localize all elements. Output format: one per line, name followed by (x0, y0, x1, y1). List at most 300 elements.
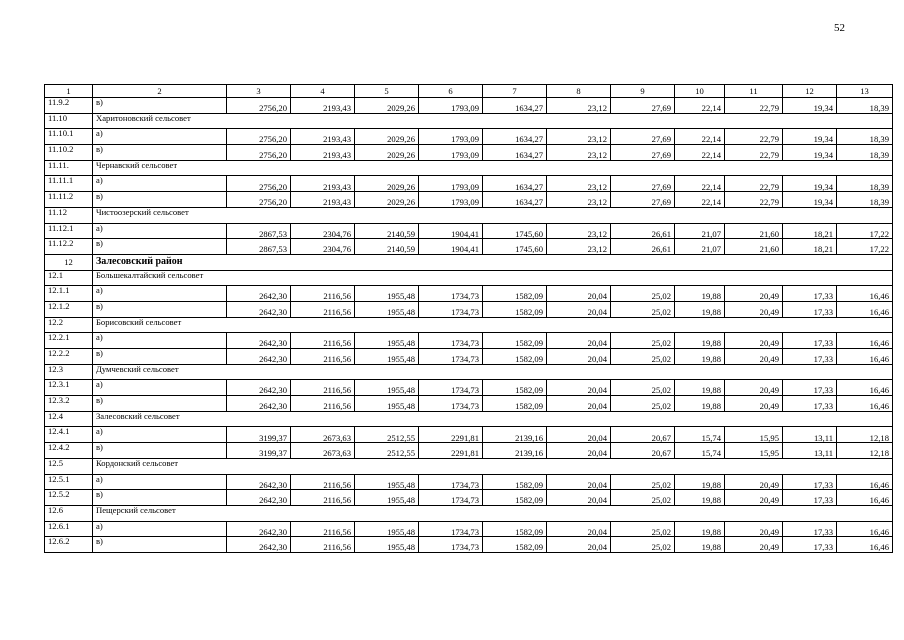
group-row (45, 505, 893, 521)
row-code: 11.12.1 (45, 223, 93, 239)
row-value: 2756,20 (227, 176, 291, 192)
row-value: 17,33 (783, 474, 837, 490)
row-value: 3199,37 (227, 443, 291, 459)
row-value: 2116,56 (291, 474, 355, 490)
row-value: 2116,56 (291, 490, 355, 506)
row-value: 20,49 (725, 286, 783, 302)
column-header: 4 (291, 85, 355, 98)
row-value: 25,02 (611, 380, 675, 396)
row-value: 1634,27 (483, 192, 547, 208)
row-code: 12.1.2 (45, 301, 93, 317)
row-value: 2512,55 (355, 427, 419, 443)
row-value: 20,04 (547, 521, 611, 537)
row-value: 17,33 (783, 490, 837, 506)
row-value: 15,95 (725, 443, 783, 459)
table-row (45, 443, 893, 459)
row-value: 1634,27 (483, 98, 547, 114)
row-label: а) (93, 129, 227, 145)
row-value: 2139,16 (483, 443, 547, 459)
row-value: 20,04 (547, 286, 611, 302)
row-label: а) (93, 474, 227, 490)
table-row (45, 490, 893, 506)
row-value: 1734,73 (419, 537, 483, 553)
column-header: 6 (419, 85, 483, 98)
row-label: в) (93, 443, 227, 459)
row-value: 16,46 (837, 490, 893, 506)
row-value: 16,46 (837, 396, 893, 412)
row-value: 17,33 (783, 380, 837, 396)
row-value: 2291,81 (419, 427, 483, 443)
group-code: 12.6 (45, 505, 93, 521)
row-value: 2116,56 (291, 396, 355, 412)
row-value: 20,49 (725, 396, 783, 412)
row-value: 19,88 (675, 286, 725, 302)
row-value: 23,12 (547, 192, 611, 208)
row-value: 1955,48 (355, 349, 419, 365)
column-header: 11 (725, 85, 783, 98)
row-value: 1734,73 (419, 286, 483, 302)
row-label: в) (93, 192, 227, 208)
table-row (45, 301, 893, 317)
group-title: Чернавский сельсовет (93, 160, 893, 176)
row-value: 2756,20 (227, 98, 291, 114)
row-value: 2029,26 (355, 192, 419, 208)
column-header: 10 (675, 85, 725, 98)
tariff-table (44, 84, 893, 553)
row-value: 2673,63 (291, 443, 355, 459)
row-value: 20,49 (725, 333, 783, 349)
group-code: 11.11. (45, 160, 93, 176)
table-body (45, 85, 893, 553)
row-value: 22,79 (725, 129, 783, 145)
row-value: 25,02 (611, 333, 675, 349)
row-value: 25,02 (611, 521, 675, 537)
row-code: 12.2.1 (45, 333, 93, 349)
row-value: 19,34 (783, 98, 837, 114)
row-value: 21,60 (725, 223, 783, 239)
row-code: 11.11.1 (45, 176, 93, 192)
row-value: 2642,30 (227, 537, 291, 553)
row-label: а) (93, 223, 227, 239)
row-label: в) (93, 537, 227, 553)
row-value: 19,34 (783, 192, 837, 208)
table-row (45, 396, 893, 412)
row-code: 12.5.2 (45, 490, 93, 506)
row-label: в) (93, 301, 227, 317)
group-title: Пещерский сельсовет (93, 505, 893, 521)
row-value: 2642,30 (227, 380, 291, 396)
row-value: 1955,48 (355, 490, 419, 506)
row-value: 12,18 (837, 443, 893, 459)
row-value: 25,02 (611, 474, 675, 490)
table-row (45, 98, 893, 114)
row-value: 1955,48 (355, 474, 419, 490)
row-value: 27,69 (611, 98, 675, 114)
row-value: 21,07 (675, 223, 725, 239)
row-label: в) (93, 98, 227, 114)
row-value: 20,04 (547, 490, 611, 506)
row-value: 18,39 (837, 98, 893, 114)
row-value: 16,46 (837, 537, 893, 553)
row-value: 1734,73 (419, 380, 483, 396)
row-value: 1793,09 (419, 192, 483, 208)
table-row (45, 286, 893, 302)
row-value: 22,14 (675, 176, 725, 192)
row-value: 23,12 (547, 223, 611, 239)
row-value: 27,69 (611, 129, 675, 145)
row-value: 22,14 (675, 192, 725, 208)
row-value: 23,12 (547, 129, 611, 145)
row-value: 1955,48 (355, 521, 419, 537)
row-value: 16,46 (837, 349, 893, 365)
row-value: 2291,81 (419, 443, 483, 459)
row-value: 1904,41 (419, 223, 483, 239)
row-value: 1745,60 (483, 223, 547, 239)
row-value: 25,02 (611, 301, 675, 317)
row-value: 19,34 (783, 145, 837, 161)
row-value: 19,88 (675, 380, 725, 396)
row-value: 27,69 (611, 192, 675, 208)
group-title: Кордонский сельсовет (93, 458, 893, 474)
column-header: 1 (45, 85, 93, 98)
row-value: 26,61 (611, 239, 675, 255)
row-value: 18,39 (837, 192, 893, 208)
column-header: 13 (837, 85, 893, 98)
table-row (45, 380, 893, 396)
row-value: 1634,27 (483, 145, 547, 161)
row-value: 2304,76 (291, 239, 355, 255)
row-value: 2029,26 (355, 145, 419, 161)
row-value: 2642,30 (227, 349, 291, 365)
row-value: 17,22 (837, 239, 893, 255)
row-value: 27,69 (611, 145, 675, 161)
row-label: а) (93, 286, 227, 302)
group-row (45, 270, 893, 286)
table-row (45, 427, 893, 443)
row-value: 16,46 (837, 333, 893, 349)
column-header: 8 (547, 85, 611, 98)
row-value: 13,11 (783, 443, 837, 459)
row-code: 12.6.2 (45, 537, 93, 553)
row-value: 20,04 (547, 349, 611, 365)
row-value: 1582,09 (483, 349, 547, 365)
row-value: 20,04 (547, 537, 611, 553)
row-value: 22,79 (725, 98, 783, 114)
group-code: 12.1 (45, 270, 93, 286)
row-value: 1582,09 (483, 474, 547, 490)
row-value: 18,39 (837, 176, 893, 192)
row-value: 18,39 (837, 145, 893, 161)
row-label: в) (93, 239, 227, 255)
row-value: 17,33 (783, 349, 837, 365)
row-label: а) (93, 521, 227, 537)
row-label: а) (93, 333, 227, 349)
column-header: 7 (483, 85, 547, 98)
row-value: 17,33 (783, 396, 837, 412)
row-value: 2867,53 (227, 239, 291, 255)
row-value: 1734,73 (419, 521, 483, 537)
row-value: 2642,30 (227, 333, 291, 349)
row-value: 19,88 (675, 333, 725, 349)
table-row (45, 349, 893, 365)
row-code: 11.10.2 (45, 145, 93, 161)
row-value: 20,49 (725, 490, 783, 506)
row-value: 2139,16 (483, 427, 547, 443)
row-code: 12.6.1 (45, 521, 93, 537)
group-title: Харитоновский сельсовет (93, 113, 893, 129)
group-code: 11.10 (45, 113, 93, 129)
row-value: 23,12 (547, 239, 611, 255)
row-value: 23,12 (547, 176, 611, 192)
group-code: 12.4 (45, 411, 93, 427)
row-value: 19,34 (783, 176, 837, 192)
row-value: 20,49 (725, 349, 783, 365)
row-value: 1734,73 (419, 349, 483, 365)
row-value: 22,79 (725, 176, 783, 192)
row-value: 2140,59 (355, 223, 419, 239)
row-value: 25,02 (611, 490, 675, 506)
table-row (45, 333, 893, 349)
row-value: 19,88 (675, 349, 725, 365)
row-value: 2512,55 (355, 443, 419, 459)
row-value: 20,67 (611, 443, 675, 459)
row-value: 20,67 (611, 427, 675, 443)
row-value: 20,04 (547, 301, 611, 317)
row-value: 2140,59 (355, 239, 419, 255)
row-value: 2642,30 (227, 474, 291, 490)
row-value: 22,79 (725, 192, 783, 208)
column-header: 12 (783, 85, 837, 98)
row-value: 1734,73 (419, 490, 483, 506)
row-code: 12.4.2 (45, 443, 93, 459)
group-row (45, 411, 893, 427)
row-value: 22,79 (725, 145, 783, 161)
row-value: 17,33 (783, 286, 837, 302)
group-row (45, 458, 893, 474)
row-value: 20,04 (547, 443, 611, 459)
row-value: 2116,56 (291, 349, 355, 365)
row-value: 13,11 (783, 427, 837, 443)
row-code: 11.9.2 (45, 98, 93, 114)
group-row (45, 207, 893, 223)
row-value: 17,33 (783, 537, 837, 553)
row-value: 25,02 (611, 537, 675, 553)
column-header: 3 (227, 85, 291, 98)
row-value: 21,07 (675, 239, 725, 255)
row-code: 11.12.2 (45, 239, 93, 255)
row-value: 1582,09 (483, 521, 547, 537)
row-value: 1634,27 (483, 176, 547, 192)
table-row (45, 223, 893, 239)
row-value: 1582,09 (483, 380, 547, 396)
row-label: в) (93, 145, 227, 161)
row-value: 17,33 (783, 521, 837, 537)
row-value: 2116,56 (291, 537, 355, 553)
row-value: 1955,48 (355, 301, 419, 317)
row-value: 23,12 (547, 98, 611, 114)
row-code: 11.11.2 (45, 192, 93, 208)
row-code: 11.10.1 (45, 129, 93, 145)
row-value: 1793,09 (419, 98, 483, 114)
table-row (45, 145, 893, 161)
section-title: Залесовский район (93, 254, 893, 270)
table-row (45, 129, 893, 145)
row-value: 20,49 (725, 380, 783, 396)
row-value: 1582,09 (483, 301, 547, 317)
row-label: а) (93, 427, 227, 443)
row-value: 1955,48 (355, 396, 419, 412)
row-value: 3199,37 (227, 427, 291, 443)
row-value: 16,46 (837, 301, 893, 317)
row-value: 26,61 (611, 223, 675, 239)
row-value: 20,49 (725, 301, 783, 317)
row-value: 2116,56 (291, 301, 355, 317)
row-value: 19,88 (675, 301, 725, 317)
row-value: 25,02 (611, 396, 675, 412)
row-value: 2756,20 (227, 129, 291, 145)
row-value: 2116,56 (291, 380, 355, 396)
row-value: 18,21 (783, 223, 837, 239)
row-value: 17,33 (783, 333, 837, 349)
group-code: 12.3 (45, 364, 93, 380)
group-title: Думчевский сельсовет (93, 364, 893, 380)
row-value: 20,49 (725, 521, 783, 537)
table-row (45, 176, 893, 192)
row-value: 15,74 (675, 427, 725, 443)
row-value: 2642,30 (227, 490, 291, 506)
row-value: 1634,27 (483, 129, 547, 145)
row-value: 2193,43 (291, 145, 355, 161)
row-value: 2756,20 (227, 145, 291, 161)
row-value: 16,46 (837, 521, 893, 537)
row-value: 1734,73 (419, 301, 483, 317)
row-value: 16,46 (837, 286, 893, 302)
row-value: 1793,09 (419, 145, 483, 161)
row-code: 12.3.2 (45, 396, 93, 412)
row-label: в) (93, 396, 227, 412)
row-value: 2193,43 (291, 98, 355, 114)
page-number: 52 (834, 22, 845, 34)
group-code: 12.5 (45, 458, 93, 474)
group-code: 11.12 (45, 207, 93, 223)
row-value: 23,12 (547, 145, 611, 161)
row-value: 19,88 (675, 537, 725, 553)
row-value: 1734,73 (419, 396, 483, 412)
row-value: 20,49 (725, 474, 783, 490)
row-label: а) (93, 176, 227, 192)
row-value: 20,04 (547, 474, 611, 490)
row-value: 2642,30 (227, 396, 291, 412)
row-value: 19,88 (675, 474, 725, 490)
row-value: 1582,09 (483, 537, 547, 553)
row-value: 1904,41 (419, 239, 483, 255)
row-value: 21,60 (725, 239, 783, 255)
table-row (45, 537, 893, 553)
row-value: 2029,26 (355, 129, 419, 145)
row-code: 12.3.1 (45, 380, 93, 396)
row-value: 2193,43 (291, 176, 355, 192)
row-value: 22,14 (675, 98, 725, 114)
row-value: 15,95 (725, 427, 783, 443)
row-value: 19,34 (783, 129, 837, 145)
column-header: 9 (611, 85, 675, 98)
group-row (45, 364, 893, 380)
group-code: 12.2 (45, 317, 93, 333)
row-value: 2029,26 (355, 176, 419, 192)
group-row (45, 317, 893, 333)
row-value: 12,18 (837, 427, 893, 443)
row-code: 12.5.1 (45, 474, 93, 490)
row-value: 27,69 (611, 176, 675, 192)
row-value: 1582,09 (483, 396, 547, 412)
row-value: 18,21 (783, 239, 837, 255)
row-value: 16,46 (837, 380, 893, 396)
group-title: Чистоозерский сельсовет (93, 207, 893, 223)
row-value: 2673,63 (291, 427, 355, 443)
row-label: в) (93, 349, 227, 365)
table-row (45, 239, 893, 255)
row-value: 22,14 (675, 145, 725, 161)
row-value: 2642,30 (227, 301, 291, 317)
row-value: 17,33 (783, 301, 837, 317)
row-value: 1955,48 (355, 537, 419, 553)
group-title: Залесовский сельсовет (93, 411, 893, 427)
row-value: 1582,09 (483, 333, 547, 349)
row-value: 20,04 (547, 380, 611, 396)
row-value: 1955,48 (355, 286, 419, 302)
row-value: 1955,48 (355, 380, 419, 396)
group-title: Большекалтайский сельсовет (93, 270, 893, 286)
group-row (45, 113, 893, 129)
row-value: 2193,43 (291, 129, 355, 145)
row-value: 25,02 (611, 286, 675, 302)
row-value: 2116,56 (291, 286, 355, 302)
row-label: а) (93, 380, 227, 396)
row-value: 20,49 (725, 537, 783, 553)
row-value: 20,04 (547, 333, 611, 349)
table-row (45, 521, 893, 537)
row-value: 2116,56 (291, 521, 355, 537)
row-value: 1955,48 (355, 333, 419, 349)
row-value: 1745,60 (483, 239, 547, 255)
row-value: 25,02 (611, 349, 675, 365)
row-value: 1734,73 (419, 333, 483, 349)
column-header: 5 (355, 85, 419, 98)
column-header: 2 (93, 85, 227, 98)
table-row (45, 474, 893, 490)
row-value: 18,39 (837, 129, 893, 145)
row-value: 2029,26 (355, 98, 419, 114)
row-value: 1734,73 (419, 474, 483, 490)
column-header-row (45, 85, 893, 98)
section-code: 12 (45, 254, 93, 270)
row-value: 2193,43 (291, 192, 355, 208)
row-value: 19,88 (675, 396, 725, 412)
row-value: 19,88 (675, 521, 725, 537)
row-value: 2116,56 (291, 333, 355, 349)
row-label: в) (93, 490, 227, 506)
row-code: 12.2.2 (45, 349, 93, 365)
row-value: 20,04 (547, 427, 611, 443)
row-value: 2642,30 (227, 521, 291, 537)
row-code: 12.1.1 (45, 286, 93, 302)
row-value: 2756,20 (227, 192, 291, 208)
row-value: 22,14 (675, 129, 725, 145)
row-value: 15,74 (675, 443, 725, 459)
row-value: 1582,09 (483, 286, 547, 302)
group-row (45, 160, 893, 176)
row-value: 1793,09 (419, 176, 483, 192)
